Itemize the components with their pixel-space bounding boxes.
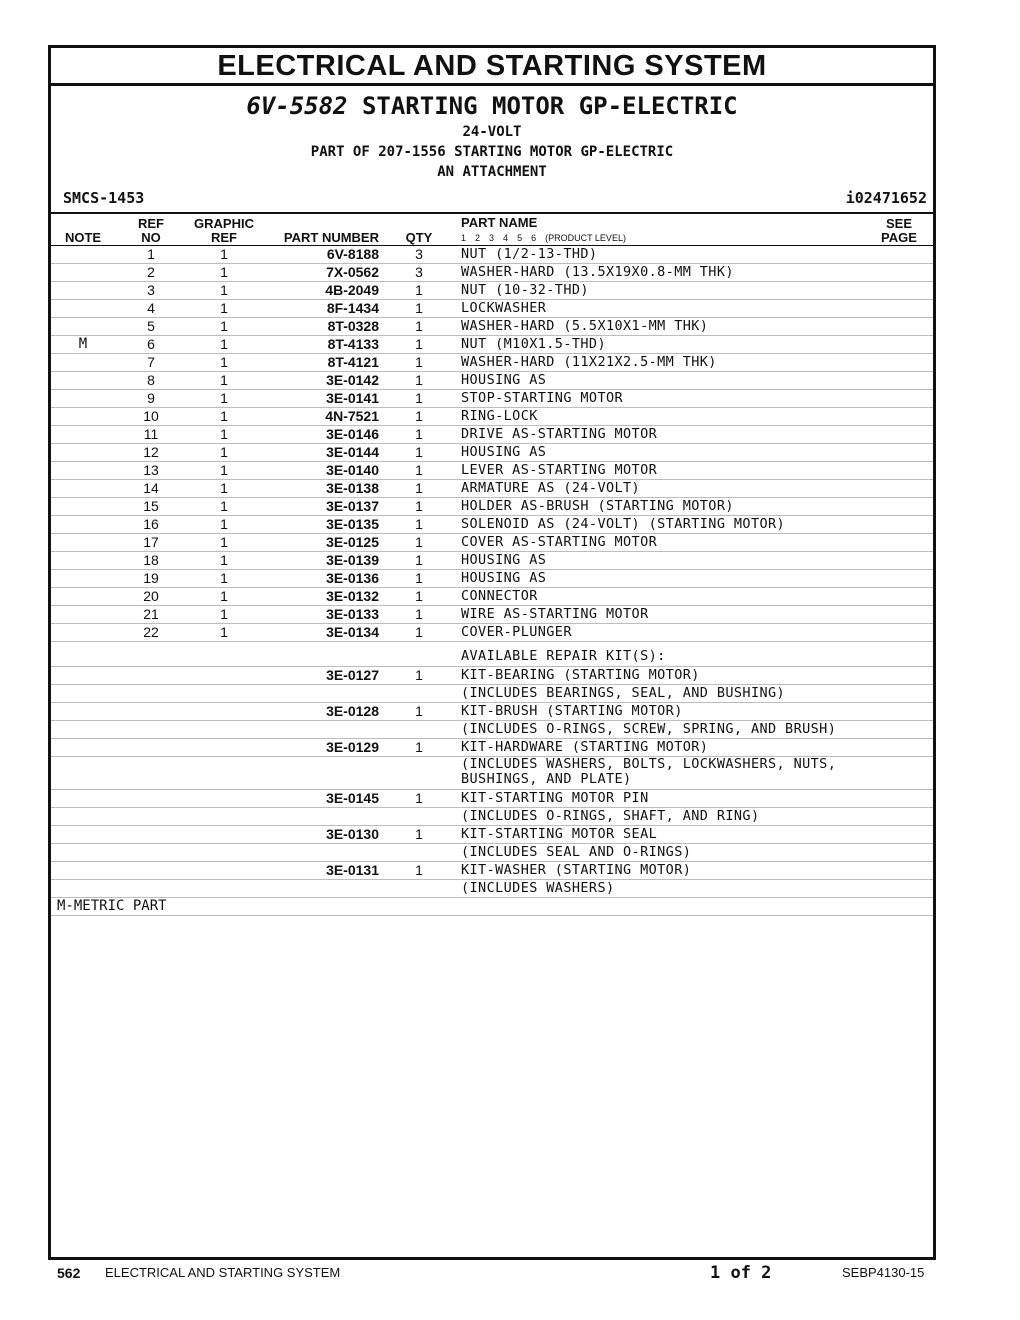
table-row — [51, 318, 933, 336]
table-row — [51, 534, 933, 552]
table-row — [51, 516, 933, 534]
group-name: STARTING MOTOR GP-ELECTRIC — [361, 92, 738, 120]
part-number-cell: 3E-0136 — [326, 570, 379, 586]
part-number-cell: 3E-0134 — [326, 624, 379, 640]
col-graphic-bottom: REF — [211, 230, 237, 245]
graphic-ref-cell: 1 — [220, 588, 228, 604]
part-number-cell: 6V-8188 — [326, 246, 379, 262]
kit-part-number-cell: 3E-0145 — [326, 790, 379, 806]
footer-section: ELECTRICAL AND STARTING SYSTEM — [105, 1265, 341, 1280]
ref-no-cell: 20 — [143, 588, 159, 604]
graphic-ref-cell: 1 — [220, 408, 228, 424]
col-part-name: PART NAME — [461, 215, 538, 230]
qty-cell: 1 — [415, 606, 423, 622]
table-row — [51, 408, 933, 426]
table-row — [51, 336, 933, 354]
graphic-ref-cell: 1 — [220, 264, 228, 280]
ref-no-cell: 21 — [143, 606, 159, 622]
ref-no-cell: 2 — [147, 264, 155, 280]
group-model-number: 6V-5582 — [246, 92, 348, 120]
graphic-ref-cell: 1 — [220, 480, 228, 496]
graphic-ref-cell: 1 — [220, 354, 228, 370]
table-row — [51, 300, 933, 318]
ref-no-cell: 4 — [147, 300, 155, 316]
ref-no-cell: 1 — [147, 246, 155, 262]
kit-name-cell: KIT-STARTING MOTOR PIN — [461, 790, 649, 806]
ref-no-cell: 9 — [147, 390, 155, 406]
graphic-ref-cell: 1 — [220, 516, 228, 532]
ref-no-cell: 14 — [143, 480, 159, 496]
table-row — [51, 624, 933, 642]
part-name-cell: LOCKWASHER — [461, 300, 547, 316]
graphic-ref-cell: 1 — [220, 282, 228, 298]
part-number-cell: 4B-2049 — [325, 282, 379, 298]
part-number-cell: 3E-0146 — [326, 426, 379, 442]
part-number-cell: 3E-0140 — [326, 462, 379, 478]
graphic-ref-cell: 1 — [220, 426, 228, 442]
footer-page-number: 562 — [57, 1265, 81, 1281]
part-number-cell: 3E-0144 — [326, 444, 379, 460]
table-row — [51, 685, 933, 703]
product-levels — [461, 233, 635, 243]
part-name-cell: LEVER AS-STARTING MOTOR — [461, 462, 658, 478]
kit-qty-cell: 1 — [415, 790, 423, 806]
part-number-cell: 3E-0125 — [326, 534, 379, 550]
qty-cell: 1 — [415, 570, 423, 586]
ref-no-cell: 8 — [147, 372, 155, 388]
kits-heading: AVAILABLE REPAIR KIT(S): — [461, 648, 666, 664]
part-number-cell: 3E-0142 — [326, 372, 379, 388]
section-title: ELECTRICAL AND STARTING SYSTEM — [51, 48, 933, 86]
kit-qty-cell: 1 — [415, 862, 423, 878]
part-name-cell: COVER AS-STARTING MOTOR — [461, 534, 658, 550]
part-number-cell: 3E-0132 — [326, 588, 379, 604]
kit-name-cell: KIT-BRUSH (STARTING MOTOR) — [461, 703, 683, 719]
qty-cell: 1 — [415, 462, 423, 478]
qty-cell: 1 — [415, 354, 423, 370]
level-1: 1 — [461, 233, 467, 243]
part-name-cell: NUT (1/2-13-THD) — [461, 246, 598, 262]
table-row — [51, 390, 933, 408]
table-row — [51, 444, 933, 462]
footnote-metric: M-METRIC PART — [57, 898, 167, 914]
kit-name-cell: KIT-WASHER (STARTING MOTOR) — [461, 862, 692, 878]
footer-doc-id: SEBP4130-15 — [842, 1265, 925, 1280]
attachment-line: AN ATTACHMENT — [437, 164, 547, 180]
col-note: NOTE — [64, 230, 102, 245]
table-row — [51, 739, 933, 757]
ref-no-cell: 12 — [143, 444, 159, 460]
level-2: 2 — [475, 233, 481, 243]
qty-cell: 1 — [415, 390, 423, 406]
qty-cell: 1 — [415, 318, 423, 334]
ref-no-cell: 3 — [147, 282, 155, 298]
graphic-ref-cell: 1 — [220, 570, 228, 586]
footer-page-of: 1 of 2 — [710, 1263, 772, 1283]
col-ref-bottom: NO — [141, 230, 161, 245]
kit-includes-cell: (INCLUDES BEARINGS, SEAL, AND BUSHING) — [461, 685, 786, 701]
kit-qty-cell: 1 — [415, 703, 423, 719]
part-name-cell: HOLDER AS-BRUSH (STARTING MOTOR) — [461, 498, 734, 514]
table-row — [51, 667, 933, 685]
part-number-cell: 3E-0135 — [326, 516, 379, 532]
table-row — [51, 862, 933, 880]
part-number-cell: 8F-1434 — [326, 300, 379, 316]
part-number-cell: 3E-0133 — [326, 606, 379, 622]
col-qty: QTY — [405, 230, 433, 245]
part-number-cell: 4N-7521 — [325, 408, 379, 424]
kit-part-number-cell: 3E-0128 — [326, 703, 379, 719]
graphic-ref-cell: 1 — [220, 462, 228, 478]
kit-part-number-cell: 3E-0130 — [326, 826, 379, 842]
smcs-code: SMCS-1453 — [63, 189, 145, 207]
header-rule — [51, 212, 933, 214]
graphic-ref-cell: 1 — [220, 336, 228, 352]
table-row — [51, 372, 933, 390]
illustration-id: i02471652 — [845, 189, 927, 207]
table-row — [51, 480, 933, 498]
part-number-cell: 8T-4133 — [327, 336, 379, 352]
level-6: 6 — [531, 233, 537, 243]
table-row — [51, 642, 933, 667]
part-name-cell: DRIVE AS-STARTING MOTOR — [461, 426, 658, 442]
table-row — [51, 757, 933, 790]
qty-cell: 1 — [415, 534, 423, 550]
ref-no-cell: 11 — [143, 426, 159, 442]
ref-no-cell: 19 — [143, 570, 159, 586]
qty-cell: 1 — [415, 372, 423, 388]
kit-qty-cell: 1 — [415, 826, 423, 842]
part-number-cell: 8T-0328 — [327, 318, 379, 334]
part-name-cell: WASHER-HARD (5.5X10X1-MM THK) — [461, 318, 709, 334]
table-row — [51, 808, 933, 826]
part-name-cell: ARMATURE AS (24-VOLT) — [461, 480, 641, 496]
graphic-ref-cell: 1 — [220, 606, 228, 622]
table-row — [51, 354, 933, 372]
table-row — [51, 606, 933, 624]
part-number-cell: 7X-0562 — [326, 264, 379, 280]
col-part-number: PART NUMBER — [283, 230, 379, 245]
kit-qty-cell: 1 — [415, 739, 423, 755]
kit-includes-cell: (INCLUDES SEAL AND O-RINGS) — [461, 844, 692, 860]
part-name-cell: HOUSING AS — [461, 552, 547, 568]
graphic-ref-cell: 1 — [220, 372, 228, 388]
qty-cell: 1 — [415, 282, 423, 298]
parts-page-frame — [48, 45, 936, 1260]
ref-no-cell: 17 — [143, 534, 159, 550]
table-row — [51, 844, 933, 862]
table-row — [51, 282, 933, 300]
table-row — [51, 426, 933, 444]
graphic-ref-cell: 1 — [220, 300, 228, 316]
level-3: 3 — [489, 233, 495, 243]
table-row — [51, 264, 933, 282]
part-number-cell: 3E-0138 — [326, 480, 379, 496]
graphic-ref-cell: 1 — [220, 318, 228, 334]
kit-includes-cell: (INCLUDES WASHERS, BOLTS, LOCKWASHERS, NUTS, BUSHINGS, AND PLATE) — [461, 756, 837, 787]
qty-cell: 1 — [415, 426, 423, 442]
group-title — [51, 92, 933, 120]
ref-no-cell: 16 — [143, 516, 159, 532]
table-row — [51, 721, 933, 739]
ref-no-cell: 15 — [143, 498, 159, 514]
kit-qty-cell: 1 — [415, 667, 423, 683]
graphic-ref-cell: 1 — [220, 498, 228, 514]
part-name-cell: WIRE AS-STARTING MOTOR — [461, 606, 649, 622]
part-name-cell: NUT (10-32-THD) — [461, 282, 589, 298]
part-number-cell: 3E-0139 — [326, 552, 379, 568]
kit-part-number-cell: 3E-0129 — [326, 739, 379, 755]
ref-no-cell: 7 — [147, 354, 155, 370]
qty-cell: 1 — [415, 408, 423, 424]
qty-cell: 1 — [415, 498, 423, 514]
part-name-cell: HOUSING AS — [461, 570, 547, 586]
part-of-line: PART OF 207-1556 STARTING MOTOR GP-ELECTRIC — [310, 144, 674, 160]
ref-no-cell: 13 — [143, 462, 159, 478]
table-row — [51, 498, 933, 516]
table-row — [51, 703, 933, 721]
graphic-ref-cell: 1 — [220, 246, 228, 262]
kit-name-cell: KIT-STARTING MOTOR SEAL — [461, 826, 658, 842]
part-number-cell: 3E-0137 — [326, 498, 379, 514]
col-graphic-top: GRAPHIC — [194, 216, 254, 231]
part-number-cell: 3E-0141 — [326, 390, 379, 406]
part-name-cell: SOLENOID AS (24-VOLT) (STARTING MOTOR) — [461, 516, 786, 532]
part-name-cell: RING-LOCK — [461, 408, 538, 424]
graphic-ref-cell: 1 — [220, 534, 228, 550]
graphic-ref-cell: 1 — [220, 390, 228, 406]
graphic-ref-cell: 1 — [220, 444, 228, 460]
table-row — [51, 570, 933, 588]
kit-name-cell: KIT-HARDWARE (STARTING MOTOR) — [461, 739, 709, 755]
col-ref-top: REF — [138, 216, 164, 231]
part-name-cell: NUT (M10X1.5-THD) — [461, 336, 606, 352]
voltage-line: 24-VOLT — [462, 124, 522, 140]
qty-cell: 3 — [415, 264, 423, 280]
part-name-cell: WASHER-HARD (11X21X2.5-MM THK) — [461, 354, 717, 370]
qty-cell: 1 — [415, 444, 423, 460]
graphic-ref-cell: 1 — [220, 552, 228, 568]
kit-part-number-cell: 3E-0131 — [326, 862, 379, 878]
qty-cell: 1 — [415, 300, 423, 316]
table-row — [51, 246, 933, 264]
part-name-cell: STOP-STARTING MOTOR — [461, 390, 624, 406]
table-row — [51, 880, 933, 898]
qty-cell: 1 — [415, 588, 423, 604]
ref-no-cell: 6 — [147, 336, 155, 352]
kit-part-number-cell: 3E-0127 — [326, 667, 379, 683]
ref-no-cell: 5 — [147, 318, 155, 334]
qty-cell: 1 — [415, 516, 423, 532]
level-5: 5 — [517, 233, 523, 243]
kit-name-cell: KIT-BEARING (STARTING MOTOR) — [461, 667, 700, 683]
graphic-ref-cell: 1 — [220, 624, 228, 640]
table-row — [51, 898, 933, 916]
part-number-cell: 8T-4121 — [327, 354, 379, 370]
qty-cell: 1 — [415, 624, 423, 640]
part-name-cell: WASHER-HARD (13.5X19X0.8-MM THK) — [461, 264, 734, 280]
kit-includes-cell: (INCLUDES O-RINGS, SHAFT, AND RING) — [461, 808, 760, 824]
part-name-cell: CONNECTOR — [461, 588, 538, 604]
part-name-cell: HOUSING AS — [461, 372, 547, 388]
ref-no-cell: 18 — [143, 552, 159, 568]
ref-no-cell: 10 — [143, 408, 159, 424]
kit-includes-cell: (INCLUDES O-RINGS, SCREW, SPRING, AND BRUSH) — [461, 721, 837, 737]
qty-cell: 1 — [415, 480, 423, 496]
table-row — [51, 826, 933, 844]
table-row — [51, 588, 933, 606]
level-label: (PRODUCT LEVEL) — [545, 233, 626, 243]
table-row — [51, 790, 933, 808]
qty-cell: 3 — [415, 246, 423, 262]
parts-table-body — [51, 246, 933, 916]
level-4: 4 — [503, 233, 509, 243]
part-name-cell: HOUSING AS — [461, 444, 547, 460]
note-cell: M — [78, 336, 88, 352]
col-see-bottom: PAGE — [881, 230, 917, 245]
ref-no-cell: 22 — [143, 624, 159, 640]
table-row — [51, 552, 933, 570]
part-name-cell: COVER-PLUNGER — [461, 624, 572, 640]
table-row — [51, 462, 933, 480]
kit-includes-cell: (INCLUDES WASHERS) — [461, 880, 615, 896]
col-see-top: SEE — [885, 216, 912, 231]
qty-cell: 1 — [415, 336, 423, 352]
qty-cell: 1 — [415, 552, 423, 568]
